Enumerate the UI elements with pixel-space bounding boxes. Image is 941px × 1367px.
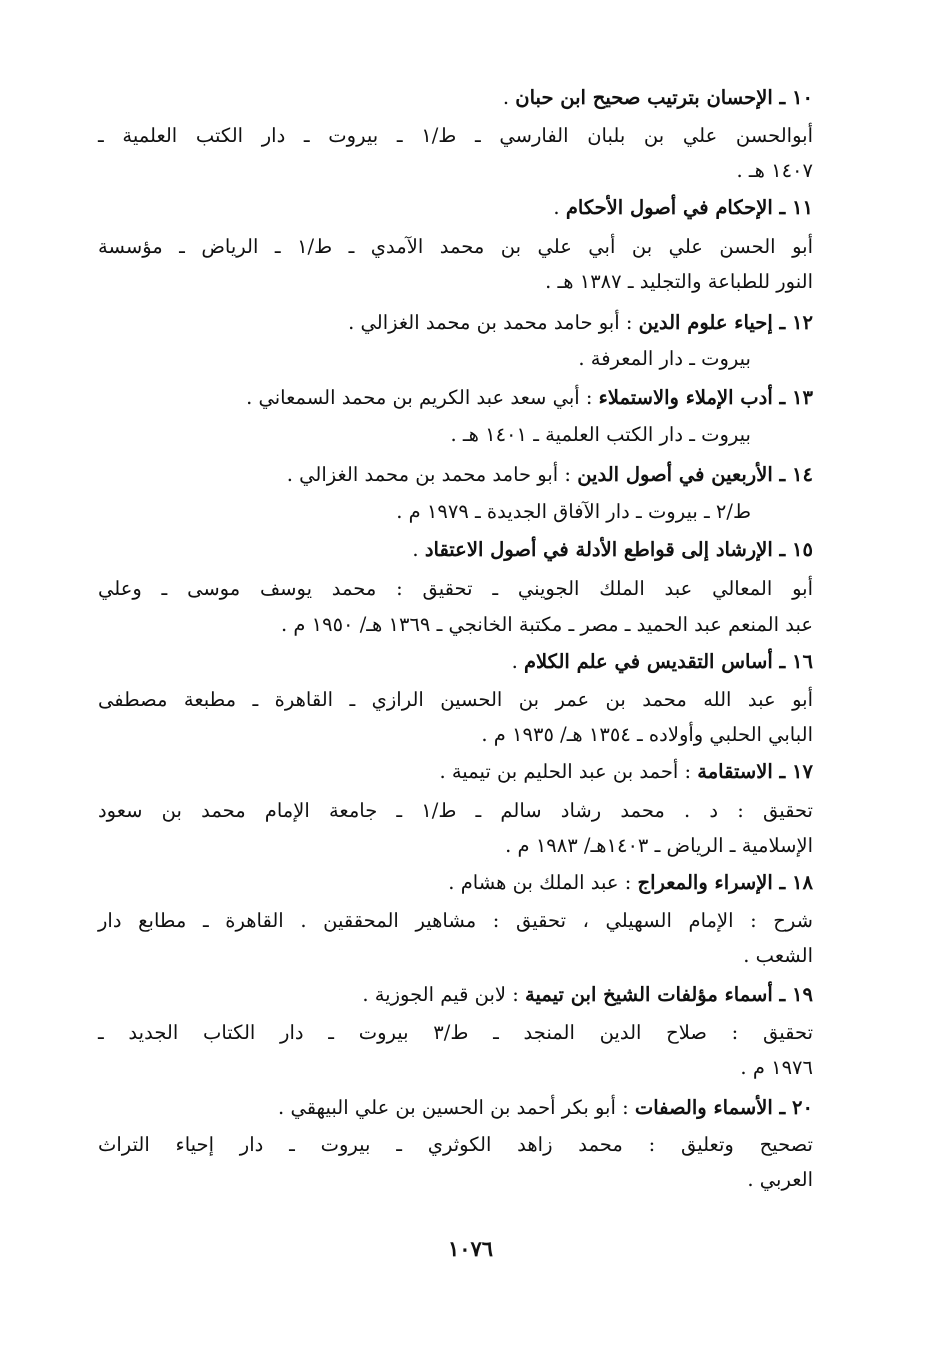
entry-17-detail-1: تحقيق : د . محمد رشاد سالم ـ ط/١ ـ جامعة الإمام محمد بن سعود: [98, 799, 813, 822]
entry-title: الاستقامة: [697, 760, 773, 783]
entry-16-detail-2: البابي الحلبي وأولاده ـ ١٣٥٤ هـ/ ١٩٣٥ م .: [481, 723, 813, 746]
entry-10-heading: ١٠ ـ الإحسان بترتيب صحيح ابن حبان .: [502, 86, 813, 109]
entry-20-detail-2: العربي .: [747, 1168, 813, 1191]
entry-number: ١٩: [792, 983, 813, 1006]
entry-title: الأسماء والصفات: [634, 1096, 773, 1119]
entry-20-detail-1: تصحيح وتعليق : محمد زاهد الكوثري ـ بيروت ـ دار إحياء التراث: [98, 1133, 813, 1156]
entry-number: ١٤: [792, 463, 813, 486]
entry-20-heading: ٢٠ ـ الأسماء والصفات : أبو بكر أحمد بن الحسين بن علي البيهقي .: [278, 1096, 813, 1119]
entry-19-detail-1: تحقيق : صلاح الدين المنجد ـ ط/٣ بيروت ـ دار الكتاب الجديد ـ: [98, 1021, 813, 1044]
entry-number: ١٥: [792, 538, 813, 561]
entry-10-detail-2: ١٤٠٧ هـ .: [736, 159, 813, 182]
entry-number: ١٧: [792, 760, 813, 783]
entry-title: أسماء مؤلفات الشيخ ابن تيمية: [524, 983, 773, 1006]
entry-number: ١١: [792, 196, 813, 219]
entry-18-detail-1: شرح : الإمام السهيلي ، تحقيق : مشاهير المحققين . القاهرة ـ مطابع دار: [98, 909, 813, 932]
entry-16-heading: ١٦ ـ أساس التقديس في علم الكلام .: [511, 650, 813, 673]
entry-number: ١٨: [792, 871, 813, 894]
entry-title: الإحكام في أصول الأحكام: [565, 196, 773, 219]
entry-11-heading: ١١ ـ الإحكام في أصول الأحكام .: [553, 196, 813, 219]
entry-18-detail-2: الشعب .: [743, 944, 813, 967]
entry-17-detail-2: الإسلامية ـ الرياض ـ ١٤٠٣هـ/ ١٩٨٣ م .: [505, 834, 813, 857]
entry-11-detail-2: النور للطباعة والتجليد ـ ١٣٨٧ هـ .: [545, 270, 813, 293]
entry-author: أبي سعد عبد الكريم بن محمد السمعاني: [258, 386, 580, 409]
entry-19-detail-2: ١٩٧٦ م .: [740, 1056, 813, 1079]
entry-17-heading: ١٧ ـ الاستقامة : أحمد بن عبد الحليم بن تيمية .: [439, 760, 813, 783]
entry-number: ١٣: [792, 386, 813, 409]
entry-author: أبو بكر أحمد بن الحسين بن علي البيهقي: [290, 1096, 616, 1119]
entry-title: الإرشاد إلى قواطع الأدلة في أصول الاعتقاد: [424, 538, 773, 561]
entry-10-detail-1: أبوالحسن علي بن بلبان الفارسي ـ ط/١ ـ بيروت ـ دار الكتب العلمية ـ: [98, 124, 813, 147]
entry-title: أدب الإملاء والاستملاء: [598, 386, 773, 409]
entry-13-detail-1: بيروت ـ دار الكتب العلمية ـ ١٤٠١ هـ .: [450, 423, 751, 446]
entry-19-heading: ١٩ ـ أسماء مؤلفات الشيخ ابن تيمية : لابن قيم الجوزية .: [362, 983, 813, 1006]
entry-title: الإحسان بترتيب صحيح ابن حبان: [515, 86, 773, 109]
entry-title: الإسراء والمعراج: [637, 871, 773, 894]
entry-15-detail-2: عبد المنعم عبد الحميد ـ مصر ـ مكتبة الخانجي ـ ١٣٦٩ هـ/ ١٩٥٠ م .: [280, 613, 813, 636]
entry-number: ١٦: [792, 650, 813, 673]
entry-title: الأربعين في أصول الدين: [577, 463, 773, 486]
entry-11-detail-1: أبو الحسن علي بن أبي علي بن محمد الآمدي ـ ط/١ ـ الرياض ـ مؤسسة: [98, 235, 813, 258]
entry-number: ٢٠: [792, 1096, 813, 1119]
entry-number: ١٠: [792, 86, 813, 109]
entry-number: ١٢: [792, 311, 813, 334]
entry-title: أساس التقديس في علم الكلام: [523, 650, 773, 673]
entry-16-detail-1: أبو عبد الله محمد بن عمر بن الحسين الرازي ـ القاهرة ـ مطبعة مصطفى: [98, 688, 813, 711]
entry-14-detail-1: ط/٢ ـ بيروت ـ دار الآفاق الجديدة ـ ١٩٧٩ م .: [396, 500, 751, 523]
entry-author: أحمد بن عبد الحليم بن تيمية: [451, 760, 679, 783]
entry-author: لابن قيم الجوزية: [374, 983, 507, 1006]
entry-title: إحياء علوم الدين: [638, 311, 773, 334]
entry-15-heading: ١٥ ـ الإرشاد إلى قواطع الأدلة في أصول الاعتقاد .: [412, 538, 813, 561]
entry-author: أبو حامد محمد بن محمد الغزالي: [360, 311, 620, 334]
entry-15-detail-1: أبو المعالي عبد الملك الجويني ـ تحقيق : محمد يوسف موسى ـ وعلي: [98, 577, 813, 600]
entry-author: عبد الملك بن هشام: [460, 871, 619, 894]
entry-13-heading: ١٣ ـ أدب الإملاء والاستملاء : أبي سعد عبد الكريم بن محمد السمعاني .: [246, 386, 813, 409]
entry-18-heading: ١٨ ـ الإسراء والمعراج : عبد الملك بن هشام .: [448, 871, 813, 894]
page-number: ١٠٧٦: [447, 1236, 494, 1261]
entry-14-heading: ١٤ ـ الأربعين في أصول الدين : أبو حامد محمد بن محمد الغزالي .: [286, 463, 813, 486]
entry-12-detail-1: بيروت ـ دار المعرفة .: [578, 347, 751, 370]
entry-author: أبو حامد محمد بن محمد الغزالي: [299, 463, 559, 486]
entry-12-heading: ١٢ ـ إحياء علوم الدين : أبو حامد محمد بن محمد الغزالي .: [348, 311, 813, 334]
